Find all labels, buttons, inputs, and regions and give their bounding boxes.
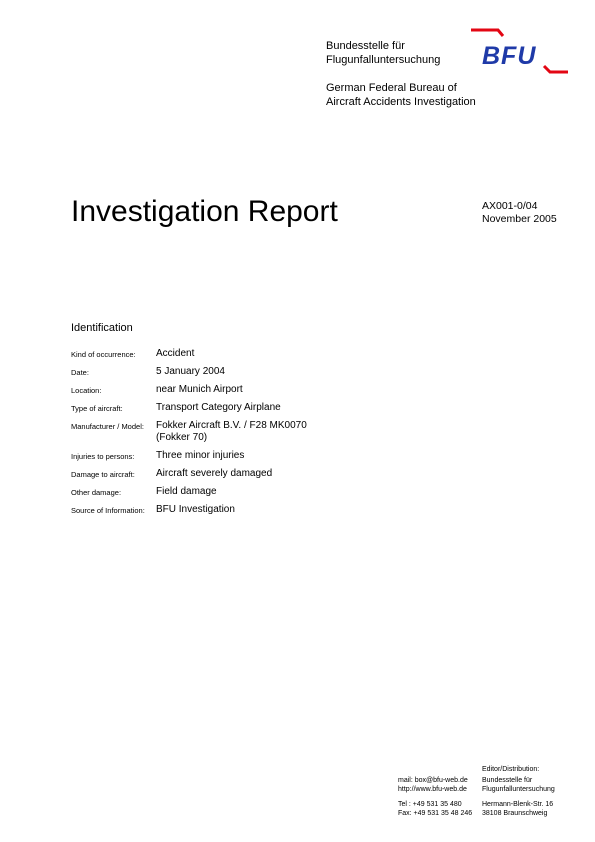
footer-web[interactable]: http://www.bfu-web.de [398,786,467,793]
report-reference [482,200,557,226]
footer-tel: Tel : +49 531 35 480 [398,801,462,808]
field-value-date: 5 January 2004 [156,366,225,377]
footer-org-line2: Flugunfalluntersuchung [482,786,555,793]
organization-name-block [326,39,476,109]
field-label-aircraft-damage: Damage to aircraft: [71,470,135,479]
field-label-injuries: Injuries to persons: [71,452,135,461]
field-label-date: Date: [71,368,89,377]
org-english-line2: Aircraft Accidents Investigation [326,96,476,108]
field-value-location: near Munich Airport [156,384,243,395]
logo-red-swoosh-top [471,30,503,36]
field-label-manufacturer: Manufacturer / Model: [71,422,144,431]
footer-fax: Fax: +49 531 35 48 246 [398,810,473,817]
report-date: November 2005 [482,213,557,225]
report-number: AX001-0/04 [482,200,538,212]
field-label-source: Source of Information: [71,506,145,515]
field-label-other-damage: Other damage: [71,488,122,497]
footer-city: 38108 Braunschweig [482,810,548,817]
field-value-injuries: Three minor injuries [156,450,245,461]
field-value-model-note: (Fokker 70) [156,432,208,443]
bfu-logo [468,28,570,78]
field-label-kind: Kind of occurrence: [71,350,136,359]
footer-org-line1: Bundesstelle für [482,777,533,784]
org-german-line1: Bundesstelle für [326,40,405,52]
editor-distribution-label: Editor/Distribution: [482,766,540,773]
logo-text: BFU [482,42,537,70]
field-label-aircraft-type: Type of aircraft: [71,404,123,413]
field-value-source: BFU Investigation [156,504,235,515]
field-value-other-damage: Field damage [156,486,217,497]
org-english-line1: German Federal Bureau of [326,82,457,94]
field-value-manufacturer: Fokker Aircraft B.V. / F28 MK0070 [156,420,307,431]
report-title: Investigation Report [71,195,338,228]
footer-street: Hermann-Blenk-Str. 16 [482,801,554,808]
field-value-aircraft-type: Transport Category Airplane [156,402,281,413]
field-value-aircraft-damage: Aircraft severely damaged [156,468,273,479]
field-value-kind: Accident [156,348,195,359]
field-label-location: Location: [71,386,102,395]
org-german-line2: Flugunfalluntersuchung [326,54,441,66]
footer-mail[interactable]: mail: box@bfu-web.de [398,777,468,784]
footer-address-block [482,776,555,818]
logo-red-swoosh-bottom [544,66,568,72]
identification-heading: Identification [71,322,133,334]
footer-contact-block [398,776,472,818]
